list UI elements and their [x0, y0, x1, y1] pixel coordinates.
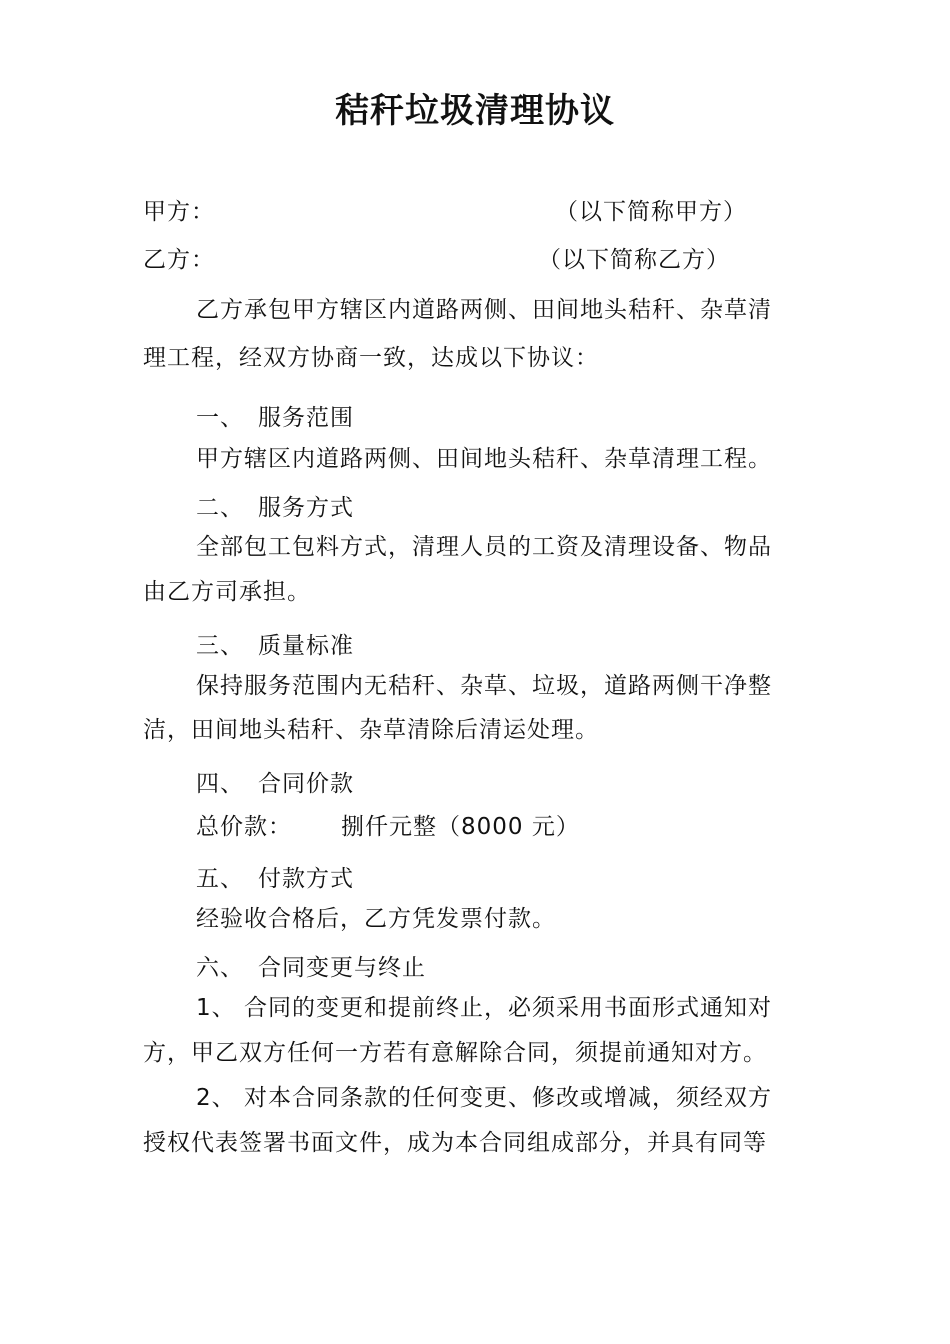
section-body-line: 经验收合格后，乙方凭发票付款。 — [196, 906, 556, 932]
section-number: 四、 — [196, 771, 244, 797]
section-body-line: 由乙方司承担。 — [143, 579, 311, 605]
section-heading — [196, 630, 354, 662]
clause-text: 对本合同条款的任何变更、修改或增减，须经双方 — [244, 1085, 772, 1111]
party-b-alias: （以下简称乙方） — [538, 247, 730, 273]
section-number: 一、 — [196, 405, 244, 431]
section-heading — [196, 402, 354, 434]
party-a-label: 甲方： — [143, 199, 215, 225]
total-price-label: 总价款： — [196, 814, 292, 840]
section-heading — [196, 952, 426, 984]
clause-line — [196, 1082, 772, 1114]
section-heading — [196, 492, 354, 524]
section-title: 服务范围 — [258, 405, 354, 431]
section-heading — [196, 863, 354, 895]
section-title: 合同价款 — [258, 771, 354, 797]
intro-line-1: 乙方承包甲方辖区内道路两侧、田间地头秸秆、杂草清 — [196, 297, 772, 323]
clause-number: 1、 — [196, 995, 236, 1021]
section-title: 付款方式 — [258, 866, 354, 892]
section-body-line: 保持服务范围内无秸秆、杂草、垃圾，道路两侧干净整 — [196, 673, 772, 699]
clause-number: 2、 — [196, 1085, 236, 1111]
section-title: 质量标准 — [258, 633, 354, 659]
clause-line — [196, 992, 772, 1024]
total-price-line — [196, 811, 580, 843]
section-number: 三、 — [196, 633, 244, 659]
section-body-line: 全部包工包料方式，清理人员的工资及清理设备、物品 — [196, 534, 772, 560]
intro-line-2: 理工程，经双方协商一致，达成以下协议： — [143, 345, 599, 371]
clause-text: 合同的变更和提前终止，必须采用书面形式通知对 — [244, 995, 772, 1021]
party-b-label: 乙方： — [143, 247, 215, 273]
section-body-line: 洁，田间地头秸秆、杂草清除后清运处理。 — [143, 717, 599, 743]
section-title: 服务方式 — [258, 495, 354, 521]
section-number: 六、 — [196, 955, 244, 981]
document-title: 秸秆垃圾清理协议 — [335, 91, 615, 131]
clause-line: 授权代表签署书面文件，成为本合同组成部分，并具有同等 — [143, 1130, 767, 1156]
party-a-alias: （以下简称甲方） — [555, 199, 747, 225]
total-price-value: 捌仟元整（8000 元） — [341, 814, 580, 840]
section-number: 二、 — [196, 495, 244, 521]
section-body-line: 甲方辖区内道路两侧、田间地头秸秆、杂草清理工程。 — [196, 446, 772, 472]
clause-line: 方，甲乙双方任何一方若有意解除合同，须提前通知对方。 — [143, 1040, 767, 1066]
section-title: 合同变更与终止 — [258, 955, 426, 981]
section-heading — [196, 768, 354, 800]
section-number: 五、 — [196, 866, 244, 892]
